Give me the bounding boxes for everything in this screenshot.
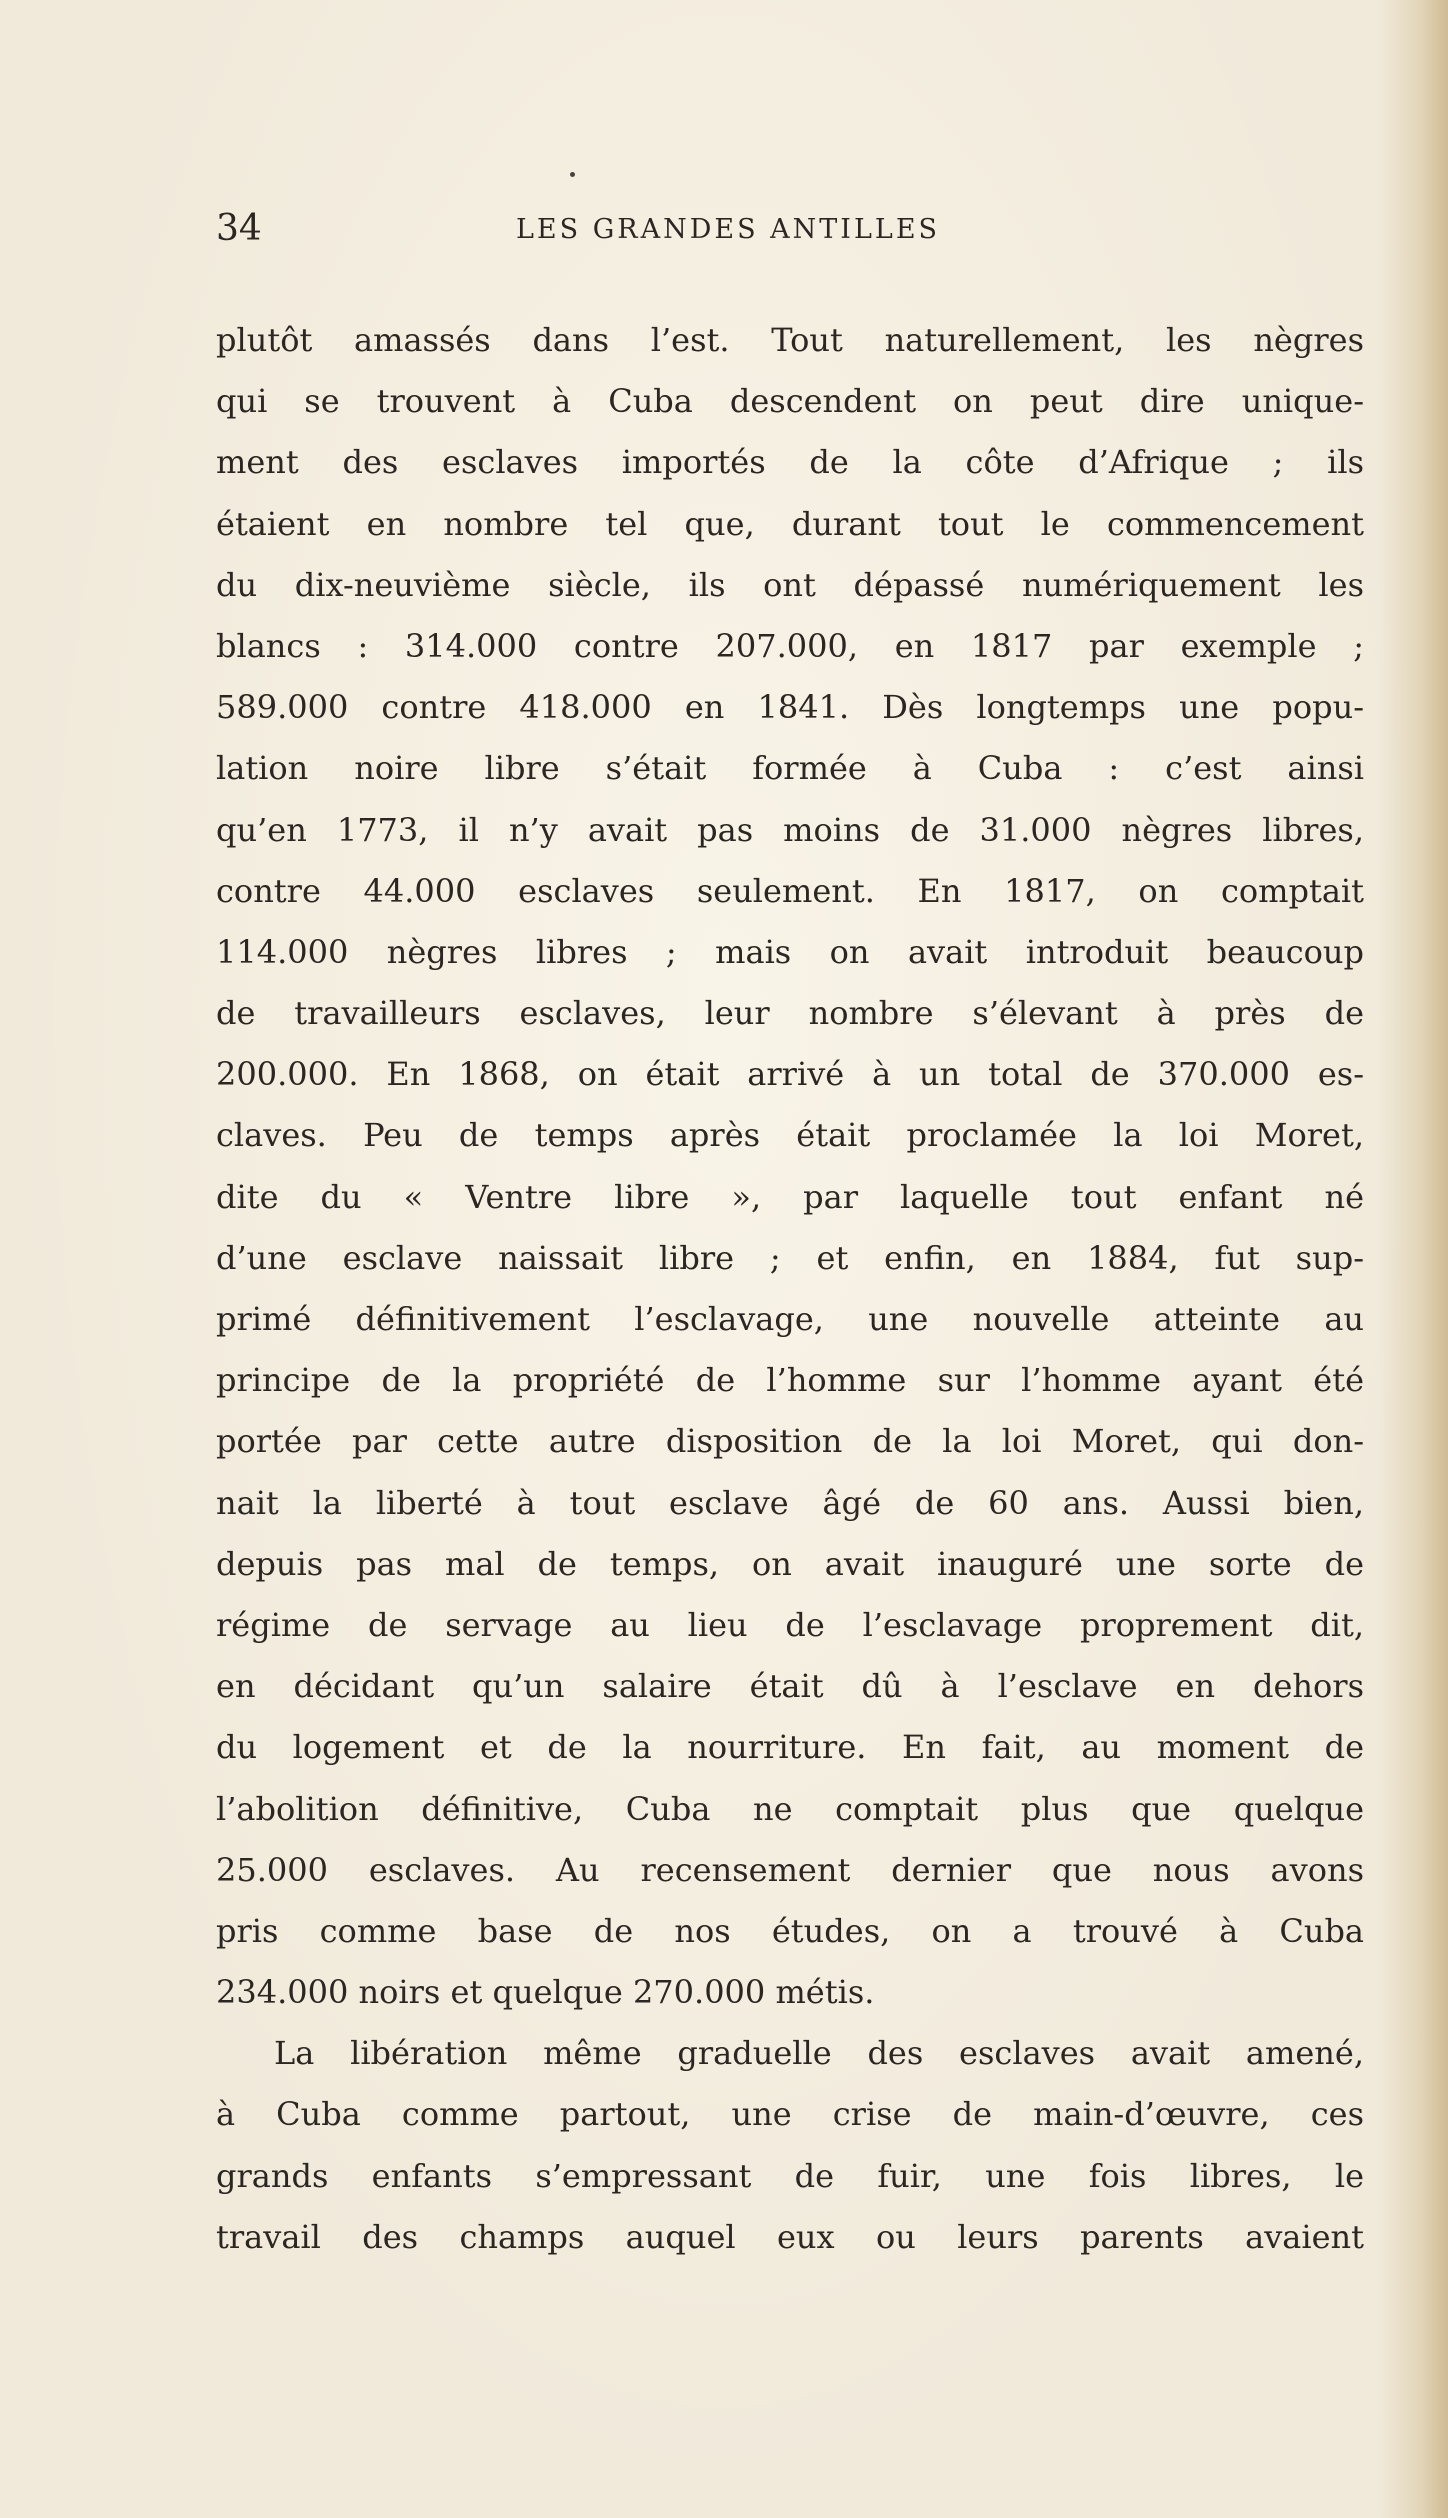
printing-speck: [570, 172, 575, 177]
text-line: du logement et de la nourriture. En fait, au moment de: [216, 1728, 1364, 1767]
text-line: nait la liberté à tout esclave âgé de 60 ans. Aussi bien,: [216, 1483, 1364, 1522]
text-line: qui se trouvent à Cuba descendent on peut dire unique-: [216, 382, 1364, 421]
page-edge-shadow: [1378, 0, 1448, 2518]
page-number: 34: [216, 208, 262, 249]
text-line: 114.000 nègres libres ; mais on avait introduit beaucoup: [216, 932, 1364, 971]
text-line: 589.000 contre 418.000 en 1841. Dès longtemps une popu-: [216, 688, 1364, 727]
page-header: [216, 208, 1364, 268]
text-line: portée par cette autre disposition de la loi Moret, qui don-: [216, 1422, 1364, 1461]
text-line: l’abolition définitive, Cuba ne comptait plus que quelque: [216, 1789, 1364, 1828]
paragraph-end-line: 234.000 noirs et quelque 270.000 métis.: [216, 1973, 875, 2012]
text-line: primé définitivement l’esclavage, une nouvelle atteinte au: [216, 1300, 1364, 1338]
text-line: 200.000. En 1868, on était arrivé à un total de 370.000 es-: [216, 1055, 1364, 1094]
text-line: à Cuba comme partout, une crise de main-d’œuvre, ces: [216, 2095, 1364, 2134]
text-line: principe de la propriété de l’homme sur l’homme ayant été: [216, 1361, 1364, 1400]
text-line: claves. Peu de temps après était proclamée la loi Moret,: [216, 1116, 1364, 1155]
text-line: en décidant qu’un salaire était dû à l’esclave en dehors: [216, 1667, 1364, 1706]
text-line: plutôt amassés dans l’est. Tout naturellement, les nègres: [216, 321, 1364, 359]
text-line: depuis pas mal de temps, on avait inauguré une sorte de: [216, 1544, 1364, 1583]
text-line: qu’en 1773, il n’y avait pas moins de 31.000 nègres libres,: [216, 810, 1364, 849]
text-line: pris comme base de nos études, on a trouvé à Cuba: [216, 1911, 1364, 1950]
text-line: 25.000 esclaves. Au recensement dernier que nous avons: [216, 1850, 1364, 1889]
text-line: régime de servage au lieu de l’esclavage proprement dit,: [216, 1605, 1364, 1644]
text-line: travail des champs auquel eux ou leurs parents avaient: [216, 2217, 1364, 2256]
text-line: du dix-neuvième siècle, ils ont dépassé numériquement les: [216, 565, 1364, 604]
text-line: de travailleurs esclaves, leur nombre s’élevant à près de: [216, 994, 1364, 1033]
text-line: ment des esclaves importés de la côte d’Afrique ; ils: [216, 443, 1364, 482]
text-line: d’une esclave naissait libre ; et enfin, en 1884, fut sup-: [216, 1238, 1364, 1277]
paragraph-start-line: La libération même graduelle des esclaves avait amené,: [274, 2034, 1364, 2073]
text-line: blancs : 314.000 contre 207.000, en 1817 par exemple ;: [216, 626, 1364, 665]
text-line: grands enfants s’empressant de fuir, une fois libres, le: [216, 2156, 1364, 2195]
text-line: lation noire libre s’était formée à Cuba : c’est ainsi: [216, 749, 1364, 788]
text-line: étaient en nombre tel que, durant tout le commencement: [216, 504, 1364, 543]
running-title: LES GRANDES ANTILLES: [516, 214, 941, 245]
text-line: contre 44.000 esclaves seulement. En 1817, on comptait: [216, 871, 1364, 910]
text-line: dite du « Ventre libre », par laquelle tout enfant né: [216, 1177, 1364, 1216]
body-text: [216, 310, 1364, 2268]
